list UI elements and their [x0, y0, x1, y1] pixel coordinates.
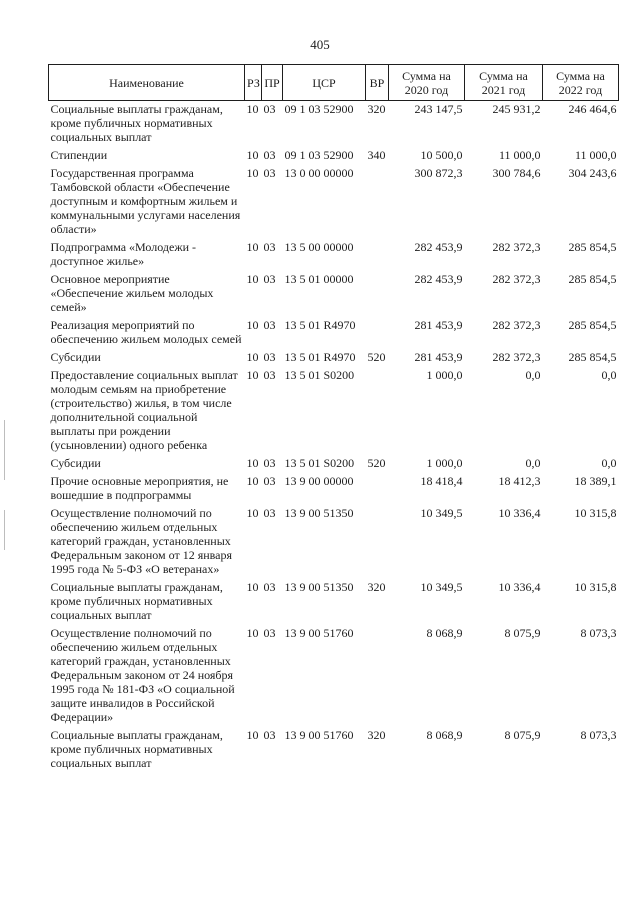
row-sum-2021: 300 784,6 [492, 166, 541, 180]
row-vr: 340 [367, 148, 386, 162]
row-sum-2021: 8 075,9 [504, 626, 541, 640]
row-csr: 13 9 00 51350 [284, 580, 354, 594]
row-vr [366, 239, 389, 271]
row-csr: 13 9 00 51760 [284, 626, 354, 640]
row-name: Субсидии [50, 350, 101, 364]
row-sum-2020: 18 418,4 [420, 474, 463, 488]
row-rz: 10 [246, 272, 259, 286]
row-sum-2021: 282 372,3 [492, 318, 541, 332]
row-name: Государственная программа Тамбовской области «Обеспечение доступным и комфортным жильем и коммунальными услугами населения области» [50, 166, 241, 236]
header-sum-2020: Сумма на 2020 год [389, 65, 465, 101]
row-sum-2020: 300 872,3 [414, 166, 463, 180]
row-sum-2022: 10 315,8 [574, 580, 617, 594]
table-body [49, 101, 619, 774]
row-pr: 03 [263, 350, 276, 364]
row-name: Основное мероприятие «Обеспечение жильем молодых семей» [50, 272, 214, 314]
row-name: Социальные выплаты гражданам, кроме публичных нормативных социальных выплат [50, 580, 223, 622]
row-csr: 13 9 00 51760 [284, 728, 354, 742]
table-row [49, 147, 619, 165]
row-csr: 13 5 01 S0200 [284, 368, 355, 382]
row-sum-2021: 282 372,3 [492, 240, 541, 254]
row-sum-2022: 304 243,6 [568, 166, 617, 180]
row-rz: 10 [246, 456, 259, 470]
row-csr: 13 9 00 00000 [284, 474, 354, 488]
row-sum-2022: 0,0 [601, 368, 617, 382]
row-sum-2021: 0,0 [525, 368, 541, 382]
row-vr: 520 [367, 456, 386, 470]
row-pr: 03 [263, 272, 276, 286]
row-sum-2021: 11 000,0 [498, 148, 541, 162]
row-name: Социальные выплаты гражданам, кроме публичных нормативных социальных выплат [50, 728, 223, 770]
table-row [49, 625, 619, 727]
row-csr: 13 5 01 R4970 [284, 318, 356, 332]
row-sum-2021: 8 075,9 [504, 728, 541, 742]
table-row [49, 367, 619, 455]
row-vr [366, 317, 389, 349]
row-sum-2022: 8 073,3 [580, 728, 617, 742]
row-rz: 10 [246, 728, 259, 742]
row-sum-2022: 10 315,8 [574, 506, 617, 520]
row-pr: 03 [263, 626, 276, 640]
row-pr: 03 [263, 728, 276, 742]
header-pr: ПР [262, 65, 283, 101]
row-vr [366, 625, 389, 727]
row-rz: 10 [246, 580, 259, 594]
scan-edge-mark [4, 420, 5, 480]
row-pr: 03 [263, 240, 276, 254]
row-sum-2020: 10 500,0 [420, 148, 463, 162]
row-csr: 13 5 01 R4970 [284, 350, 356, 364]
row-vr: 320 [367, 102, 386, 116]
row-name: Предоставление социальных выплат молодым семьям на приобретение (строительство) жилья, в том числе дополнительной социальной выплаты при рождении (усыновлении) одного ребенка [50, 368, 238, 452]
row-name: Социальные выплаты гражданам, кроме публичных нормативных социальных выплат [50, 102, 223, 144]
row-pr: 03 [263, 102, 276, 116]
row-sum-2022: 8 073,3 [580, 626, 617, 640]
header-csr: ЦСР [283, 65, 366, 101]
row-sum-2020: 243 147,5 [414, 102, 463, 116]
header-sum-2021: Сумма на 2021 год [465, 65, 543, 101]
row-sum-2022: 285 854,5 [568, 240, 617, 254]
page-number: 405 [310, 37, 330, 52]
row-rz: 10 [246, 350, 259, 364]
row-rz: 10 [246, 240, 259, 254]
row-rz: 10 [246, 102, 259, 116]
header-name: Наименование [49, 65, 245, 101]
header-sum-2022: Сумма на 2022 год [543, 65, 619, 101]
row-pr: 03 [263, 506, 276, 520]
row-name: Субсидии [50, 456, 101, 470]
row-csr: 09 1 03 52900 [284, 148, 354, 162]
row-name: Реализация мероприятий по обеспечению жильем молодых семей [50, 318, 242, 346]
row-pr: 03 [263, 456, 276, 470]
row-sum-2022: 285 854,5 [568, 318, 617, 332]
row-sum-2022: 246 464,6 [568, 102, 617, 116]
row-vr: 320 [367, 580, 386, 594]
row-rz: 10 [246, 368, 259, 382]
table-row [49, 473, 619, 505]
row-sum-2021: 282 372,3 [492, 350, 541, 364]
row-sum-2020: 282 453,9 [414, 240, 463, 254]
row-vr [366, 367, 389, 455]
row-vr [366, 165, 389, 239]
row-csr: 13 5 00 00000 [284, 240, 354, 254]
row-sum-2022: 0,0 [601, 456, 617, 470]
row-csr: 13 0 00 00000 [284, 166, 354, 180]
table-row [49, 579, 619, 625]
table-row [49, 349, 619, 367]
table-row [49, 165, 619, 239]
row-rz: 10 [246, 166, 259, 180]
row-csr: 13 5 01 S0200 [284, 456, 355, 470]
row-name: Прочие основные мероприятия, не вошедшие в подпрограммы [50, 474, 229, 502]
table-row [49, 239, 619, 271]
row-sum-2022: 285 854,5 [568, 272, 617, 286]
row-pr: 03 [263, 580, 276, 594]
table-row [49, 727, 619, 773]
table-row [49, 455, 619, 473]
row-vr [366, 473, 389, 505]
row-pr: 03 [263, 474, 276, 488]
row-rz: 10 [246, 506, 259, 520]
table-row [49, 505, 619, 579]
table-header-row [49, 65, 619, 101]
row-sum-2020: 281 453,9 [414, 318, 463, 332]
row-sum-2022: 11 000,0 [574, 148, 617, 162]
row-vr [366, 271, 389, 317]
budget-table [48, 64, 619, 773]
row-sum-2020: 8 068,9 [426, 728, 463, 742]
row-sum-2022: 285 854,5 [568, 350, 617, 364]
row-sum-2020: 10 349,5 [420, 506, 463, 520]
header-vr: ВР [366, 65, 389, 101]
row-csr: 13 5 01 00000 [284, 272, 354, 286]
row-sum-2020: 282 453,9 [414, 272, 463, 286]
row-pr: 03 [263, 318, 276, 332]
row-pr: 03 [263, 166, 276, 180]
row-sum-2021: 18 412,3 [498, 474, 541, 488]
row-sum-2020: 1 000,0 [426, 368, 463, 382]
row-vr [366, 505, 389, 579]
row-rz: 10 [246, 626, 259, 640]
row-vr: 320 [367, 728, 386, 742]
row-csr: 13 9 00 51350 [284, 506, 354, 520]
row-sum-2021: 10 336,4 [498, 580, 541, 594]
row-rz: 10 [246, 474, 259, 488]
table-row [49, 317, 619, 349]
row-sum-2021: 245 931,2 [492, 102, 541, 116]
row-rz: 10 [246, 318, 259, 332]
row-sum-2021: 0,0 [525, 456, 541, 470]
row-sum-2021: 282 372,3 [492, 272, 541, 286]
header-rz: РЗ [245, 65, 262, 101]
row-name: Подпрограмма «Молодежи - доступное жилье» [50, 240, 197, 268]
scan-edge-mark [4, 510, 5, 550]
row-name: Стипендии [50, 148, 108, 162]
table-row [49, 271, 619, 317]
table-row [49, 101, 619, 148]
row-sum-2022: 18 389,1 [574, 474, 617, 488]
row-sum-2020: 1 000,0 [426, 456, 463, 470]
row-vr: 520 [367, 350, 386, 364]
row-name: Осуществление полномочий по обеспечению жильем отдельных категорий граждан, установленных Федеральным законом от 12 января 1995 года № 5-ФЗ «О ветеранах» [50, 506, 233, 576]
row-sum-2020: 281 453,9 [414, 350, 463, 364]
row-sum-2020: 8 068,9 [426, 626, 463, 640]
row-pr: 03 [263, 368, 276, 382]
row-sum-2021: 10 336,4 [498, 506, 541, 520]
row-rz: 10 [246, 148, 259, 162]
row-pr: 03 [263, 148, 276, 162]
row-name: Осуществление полномочий по обеспечению жильем отдельных категорий граждан, установленных Федеральным законом от 24 ноября 1995 года № 181-ФЗ «О социальной защите инвалидов в Российской Федерации» [50, 626, 235, 724]
row-sum-2020: 10 349,5 [420, 580, 463, 594]
row-csr: 09 1 03 52900 [284, 102, 354, 116]
